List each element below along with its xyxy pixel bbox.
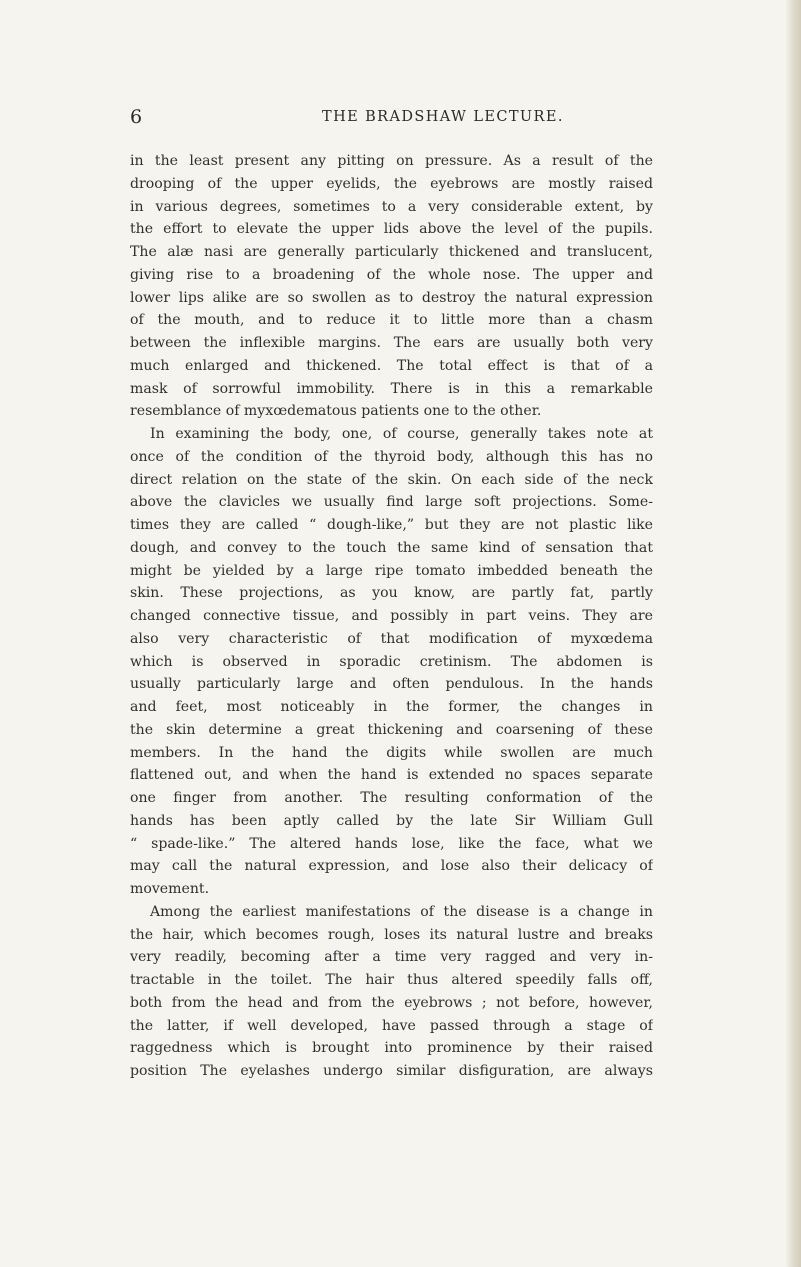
running-title: THE BRADSHAW LECTURE. bbox=[322, 109, 564, 125]
text-line: members. In the hand the digits while swollen are much bbox=[130, 744, 653, 761]
text-line: lower lips alike are so swollen as to destroy the natural expression bbox=[130, 289, 653, 306]
paragraph bbox=[130, 423, 653, 901]
text-line: may call the natural expression, and lose also their delicacy of bbox=[130, 858, 653, 875]
text-line: between the inflexible margins. The ears are usually both very bbox=[130, 335, 653, 351]
text-line: dough, and convey to the touch the same kind of sensation that bbox=[130, 539, 653, 556]
text-line: usually particularly large and often pendulous. In the hands bbox=[130, 676, 653, 693]
text-line: of the mouth, and to reduce it to little more than a chasm bbox=[130, 312, 653, 329]
text-line: hands has been aptly called by the late Sir William Gull bbox=[130, 812, 653, 829]
text-line: skin. These projections, as you know, are partly fat, partly bbox=[130, 585, 653, 602]
text-line: and feet, most noticeably in the former, the changes in bbox=[130, 699, 653, 715]
text-line: the latter, if well developed, have passed through a stage of bbox=[130, 1017, 653, 1034]
page-header bbox=[0, 106, 801, 134]
text-line: both from the head and from the eyebrows ; not before, however, bbox=[130, 994, 653, 1011]
text-line: above the clavicles we usually find large soft projections. Some- bbox=[130, 494, 653, 511]
text-line: in the least present any pitting on pressure. As a result of the bbox=[130, 153, 653, 169]
text-line: drooping of the upper eyelids, the eyebrows are mostly raised bbox=[130, 175, 653, 192]
text-line: the skin determine a great thickening and coarsening of these bbox=[130, 721, 653, 738]
text-line: times they are called “ dough-like,” but they are not plastic like bbox=[130, 517, 653, 533]
page-number: 6 bbox=[130, 106, 143, 128]
paragraph bbox=[130, 150, 653, 423]
text-line: very readily, becoming after a time very ragged and very in- bbox=[130, 949, 653, 966]
text-line: might be yielded by a large ripe tomato imbedded beneath the bbox=[130, 562, 653, 579]
paragraph bbox=[130, 901, 653, 1083]
text-line: “ spade-like.” The altered hands lose, like the face, what we bbox=[130, 835, 653, 852]
text-line: mask of sorrowful immobility. There is in this a remarkable bbox=[130, 380, 653, 397]
text-line: resemblance of myxœdematous patients one to the other. bbox=[130, 403, 542, 420]
text-line: much enlarged and thickened. The total effect is that of a bbox=[130, 357, 653, 374]
text-line: giving rise to a broadening of the whole nose. The upper and bbox=[130, 266, 653, 283]
text-line: Among the earliest manifestations of the disease is a change in bbox=[150, 903, 653, 920]
text-line: flattened out, and when the hand is extended no spaces separate bbox=[130, 767, 653, 784]
text-line: position The eyelashes undergo similar disfiguration, are always bbox=[130, 1063, 653, 1079]
text-line: the effort to elevate the upper lids above the level of the pupils. bbox=[130, 221, 653, 238]
text-line: The alæ nasi are generally particularly thickened and translucent, bbox=[130, 244, 653, 260]
text-line: changed connective tissue, and possibly in part veins. They are bbox=[130, 608, 653, 624]
text-line: one finger from another. The resulting conformation of the bbox=[130, 790, 653, 806]
text-line: tractable in the toilet. The hair thus altered speedily falls off, bbox=[130, 972, 653, 988]
text-line: movement. bbox=[130, 881, 210, 897]
text-line: raggedness which is brought into prominence by their raised bbox=[130, 1040, 653, 1057]
text-line: direct relation on the state of the skin. On each side of the neck bbox=[130, 471, 653, 488]
page-edge-shadow bbox=[785, 0, 801, 1267]
text-line: which is observed in sporadic cretinism. The abdomen is bbox=[130, 653, 653, 670]
text-line: once of the condition of the thyroid body, although this has no bbox=[130, 448, 653, 465]
text-line: In examining the body, one, of course, generally takes note at bbox=[150, 426, 653, 442]
text-line: in various degrees, sometimes to a very considerable extent, by bbox=[130, 198, 653, 215]
text-line: the hair, which becomes rough, loses its natural lustre and breaks bbox=[130, 926, 653, 943]
body-text bbox=[130, 150, 653, 1083]
text-line: also very characteristic of that modification of myxœdema bbox=[130, 630, 653, 647]
